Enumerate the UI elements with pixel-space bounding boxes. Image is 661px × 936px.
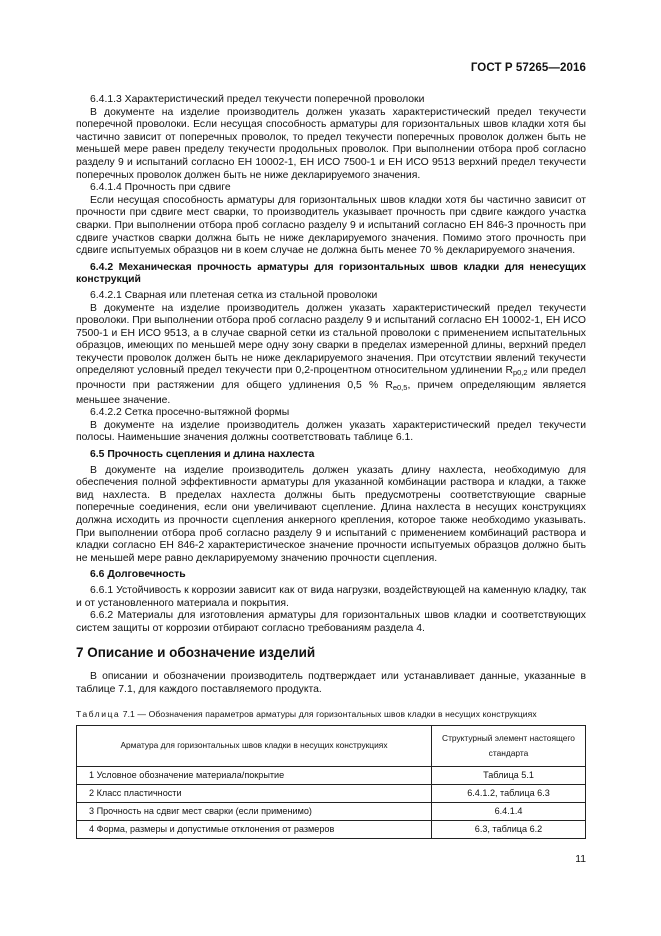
table-row <box>77 766 586 784</box>
table-row <box>77 802 586 820</box>
table-cell-parameter: 4 Форма, размеры и допустимые отклонения от размеров <box>77 820 432 838</box>
clause-6-4-2-2-title: 6.4.2.2 Сетка просечно-вытяжной формы <box>90 407 290 419</box>
clause-6-6-heading: 6.6 Долговечность <box>90 569 186 581</box>
clause-6-4-1-4-text: Если несущая способность арматуры для горизонтальных швов кладки хотя бы частично зависит от прочности при сдвиге мест сварки, то производитель указывает прочность при сдвиге каждого участка сварки. При выполнении отбора проб согласно разделу 9 и испытаний согласно ЕН 846-3 прочность при сдвиге участков сварки должна быть не ниже декларируемого значения. Помимо этого прочность при сдвиге испытуемых образцов ни в коем случае не должна быть менее 70 % декларируемого значения. <box>76 194 586 257</box>
table-cell-reference: 6.4.1.4 <box>432 802 586 820</box>
standard-header: ГОСТ Р 57265—2016 <box>470 62 586 74</box>
clause-6-4-2-1-text-c: , причем определяющим является меньшее значение. <box>76 380 586 406</box>
clause-6-4-2-1-title: 6.4.2.1 Сварная или плетеная сетка из стальной проволоки <box>90 289 378 301</box>
table-cell-parameter: 3 Прочность на сдвиг мест сварки (если применимо) <box>77 802 432 820</box>
subscript-e05: e0,5 <box>392 383 408 393</box>
clause-6-5-text: В документе на изделие производитель должен указать длину нахлеста, необходимую для обеспечения полной эффективности арматуры для указанной комбинации раствора и кладки, а также вид нахлеста. В пределах нахлеста должны быть предусмотрены соответствующие сварные поперечные соединения, если они увеличивают сцепление. Длина нахлеста в несущих конструкциях должна исходить из прочности сцепления анкерного крепления, которое также необходимо указывать. При выполнении отбора проб согласно разделу 9 и испытаний с применением комбинаций раствора и кладки согласно ЕН 846-2 характеристическое значение прочности испытуемых образцов должно быть не меньшей мере равно декларируемому значению прочности сцепления. <box>76 464 586 564</box>
clause-6-6-2-text: 6.6.2 Материалы для изготовления арматуры для горизонтальных швов кладки и соответствующих систем защиты от коррозии отбирают согласно требованиям раздела 4. <box>76 610 586 634</box>
clause-6-4-2-1-text <box>76 303 586 408</box>
table-cell-reference: 6.3, таблица 6.2 <box>432 820 586 838</box>
table-cell-parameter: 1 Условное обозначение материала/покрытие <box>77 766 432 784</box>
page-number: 11 <box>575 854 586 865</box>
designation-table <box>76 725 586 839</box>
document-body <box>76 94 586 839</box>
table-header-row <box>77 725 586 766</box>
table-row <box>77 784 586 802</box>
clause-6-4-1-4-title: 6.4.1.4 Прочность при сдвиге <box>90 182 231 194</box>
table-caption-text: 7.1 — Обозначения параметров арматуры для горизонтальных швов кладки в несущих конструкциях <box>120 709 537 720</box>
table-header-col1: Арматура для горизонтальных швов кладки в несущих конструкциях <box>77 725 432 766</box>
clause-6-4-1-3-title: 6.4.1.3 Характеристический предел текучести поперечной проволоки <box>90 94 425 105</box>
clause-6-5-heading: 6.5 Прочность сцепления и длина нахлеста <box>90 449 315 461</box>
table-cell-reference: Таблица 5.1 <box>432 766 586 784</box>
subscript-p02: p0,2 <box>512 368 528 378</box>
clause-6-4-2-1-text-a: В документе на изделие производитель должен указать характеристический предел текучести проволоки. При выполнении отбора проб согласно разделу 9 и испытаний согласно ЕН 10002-1, ЕН ИСО 7500-1 и ЕН ИСО 9513, а в случае сварной сетки из стальной проволоки с применением испытательных образцов, имеющих по меньшей мере одну зону сварки в пределах измеренной длины, верхний предел текучести проволок должен быть не ниже декларируемого значения. При отсутствии явлений текучести определяют условный предел текучести при 0,2-процентном относительном удлинении R <box>76 302 586 377</box>
table-cell-reference: 6.4.1.2, таблица 6.3 <box>432 784 586 802</box>
section-7-heading: 7 Описание и обозначение изделий <box>76 645 316 661</box>
table-row <box>77 820 586 838</box>
clause-6-4-2-2-text: В документе на изделие производитель должен указать характеристический предел текучести полосы. Наименьшие значения должны соответствовать таблице 6.1. <box>76 419 586 444</box>
table-caption <box>76 708 586 721</box>
table-caption-label: Таблица <box>76 709 121 720</box>
clause-6-6-1-text: 6.6.1 Устойчивость к коррозии зависит как от вида нагрузки, воздействующей на каменную кладку, так и от установленного материала и покрытия. <box>76 584 586 609</box>
clause-6-4-2-1-text-b: или предел прочности при растяжении для общего удлинения 0,5 % R <box>76 365 586 392</box>
section-7-text: В описании и обозначении производитель подтверждает или устанавливает данные, указанные в таблице 7.1, для каждого поставляемого продукта. <box>76 670 586 695</box>
table-header-col2: Структурный элемент настоящего стандарта <box>432 725 586 766</box>
table-cell-parameter: 2 Класс пластичности <box>77 784 432 802</box>
clause-6-4-2-heading: 6.4.2 Механическая прочность арматуры для горизонтальных швов кладки для ненесущих конструкций <box>76 261 586 286</box>
clause-6-4-1-3-text: В документе на изделие производитель должен указать характеристический предел текучести поперечной проволоки. Если несущая способность арматуры для горизонтальных швов кладки хотя бы частично зависит от поперечных проволок, то предел текучести поперечных проволок должен быть не меньшей мере равен пределу текучести продольных проволок. При выполнении отбора проб согласно разделу 9 и испытаний согласно ЕН 10002-1, ЕН ИСО 7500-1 и ЕН ИСО 9513 верхний предел текучести поперечных проволок должен быть не ниже декларируемого значения. <box>76 106 586 181</box>
